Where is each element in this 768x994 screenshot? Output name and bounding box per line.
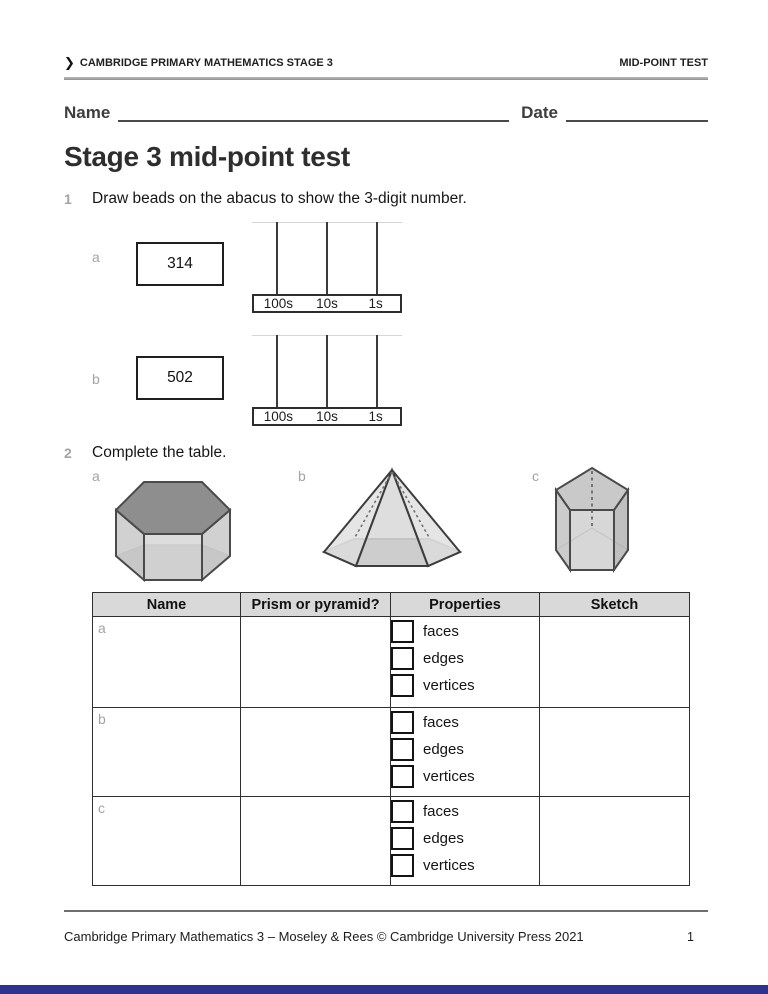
date-answer-line[interactable] xyxy=(566,102,708,122)
col-header-type: Prism or pyramid? xyxy=(241,593,391,617)
property-line xyxy=(391,738,539,761)
pentagonal-prism-icon xyxy=(550,464,634,580)
properties-cell-a xyxy=(391,617,540,708)
doc-type-label: MID-POINT TEST xyxy=(619,56,708,69)
abacus-b[interactable] xyxy=(252,335,402,426)
faces-answer-box[interactable] xyxy=(391,800,414,823)
abacus-base xyxy=(252,294,402,313)
property-line xyxy=(391,800,539,823)
properties-cell-b xyxy=(391,708,540,797)
header-breadcrumb xyxy=(64,56,333,69)
hexagonal-prism-icon xyxy=(110,468,236,584)
faces-label: faces xyxy=(423,803,459,820)
col-header-name: Name xyxy=(93,593,241,617)
page-number: 1 xyxy=(687,930,694,944)
name-label: Name xyxy=(64,102,111,122)
name-answer-cell-c[interactable] xyxy=(93,797,241,886)
number-box-a xyxy=(136,242,224,286)
vertices-label: vertices xyxy=(423,768,475,785)
property-line xyxy=(391,674,539,697)
number-box-b xyxy=(136,356,224,400)
property-line xyxy=(391,765,539,788)
vertices-answer-box[interactable] xyxy=(391,854,414,877)
sketch-answer-cell-b[interactable] xyxy=(540,708,690,797)
abacus-rod-ones[interactable] xyxy=(376,335,378,409)
name-date-row xyxy=(64,102,708,123)
vertices-answer-box[interactable] xyxy=(391,765,414,788)
edges-label: edges xyxy=(423,741,464,758)
question-1-number: 1 xyxy=(64,191,72,207)
type-answer-cell-b[interactable] xyxy=(241,708,391,797)
sketch-answer-cell-a[interactable] xyxy=(540,617,690,708)
bottom-accent-bar xyxy=(0,985,768,994)
row-label: c xyxy=(98,800,105,816)
sketch-answer-cell-c[interactable] xyxy=(540,797,690,886)
table-row-b xyxy=(93,708,690,797)
number-value-a: 314 xyxy=(167,255,193,272)
col-header-properties: Properties xyxy=(391,593,540,617)
abacus-base xyxy=(252,407,402,426)
part-b-label: b xyxy=(92,371,100,387)
abacus-rod-ones[interactable] xyxy=(376,222,378,296)
property-line xyxy=(391,647,539,670)
abacus-rod-hundreds[interactable] xyxy=(276,222,278,296)
figure-c-label: c xyxy=(532,468,539,484)
part-a-label: a xyxy=(92,249,100,265)
property-line xyxy=(391,711,539,734)
page-header xyxy=(64,56,708,69)
abacus-a[interactable] xyxy=(252,222,402,313)
property-line xyxy=(391,620,539,643)
edges-label: edges xyxy=(423,650,464,667)
question-2-number: 2 xyxy=(64,445,72,461)
chevron-right-icon: ❯ xyxy=(64,55,75,70)
properties-cell-c xyxy=(391,797,540,886)
vertices-answer-box[interactable] xyxy=(391,674,414,697)
abacus-column-label: 100s xyxy=(263,296,293,311)
abacus-rod-hundreds[interactable] xyxy=(276,335,278,409)
edges-answer-box[interactable] xyxy=(391,647,414,670)
abacus-column-label: 1s xyxy=(368,409,383,424)
name-answer-line[interactable] xyxy=(118,102,509,122)
header-rule xyxy=(64,77,708,80)
type-answer-cell-c[interactable] xyxy=(241,797,391,886)
number-value-b: 502 xyxy=(167,369,193,386)
abacus-rod-tens[interactable] xyxy=(326,222,328,296)
name-answer-cell-b[interactable] xyxy=(93,708,241,797)
faces-answer-box[interactable] xyxy=(391,620,414,643)
question-1-text: Draw beads on the abacus to show the 3-digit number. xyxy=(92,190,467,207)
type-answer-cell-a[interactable] xyxy=(241,617,391,708)
row-label: b xyxy=(98,711,106,727)
property-line xyxy=(391,854,539,877)
figure-b-label: b xyxy=(298,468,306,484)
faces-answer-box[interactable] xyxy=(391,711,414,734)
table-row-c xyxy=(93,797,690,886)
edges-answer-box[interactable] xyxy=(391,827,414,850)
table-header-row xyxy=(93,593,690,617)
vertices-label: vertices xyxy=(423,677,475,694)
page-title: Stage 3 mid-point test xyxy=(64,141,350,172)
edges-answer-box[interactable] xyxy=(391,738,414,761)
col-header-sketch: Sketch xyxy=(540,593,690,617)
footer-copyright: Cambridge Primary Mathematics 3 – Moseley & Rees © Cambridge University Press 2021 xyxy=(64,929,584,944)
property-line xyxy=(391,827,539,850)
abacus-column-label: 1s xyxy=(368,296,383,311)
vertices-label: vertices xyxy=(423,857,475,874)
faces-label: faces xyxy=(423,714,459,731)
table-row-a xyxy=(93,617,690,708)
footer-rule xyxy=(64,910,708,912)
name-answer-cell-a[interactable] xyxy=(93,617,241,708)
row-label: a xyxy=(98,620,106,636)
properties-table xyxy=(92,592,690,886)
abacus-column-label: 100s xyxy=(263,409,293,424)
abacus-column-label: 10s xyxy=(316,409,338,424)
faces-label: faces xyxy=(423,623,459,640)
date-label: Date xyxy=(521,102,558,122)
figure-a-label: a xyxy=(92,468,100,484)
series-title: CAMBRIDGE PRIMARY MATHEMATICS STAGE 3 xyxy=(79,56,333,69)
edges-label: edges xyxy=(423,830,464,847)
abacus-column-label: 10s xyxy=(316,296,338,311)
abacus-rod-tens[interactable] xyxy=(326,335,328,409)
question-2-text: Complete the table. xyxy=(92,444,227,461)
hexagonal-pyramid-icon xyxy=(320,466,464,572)
